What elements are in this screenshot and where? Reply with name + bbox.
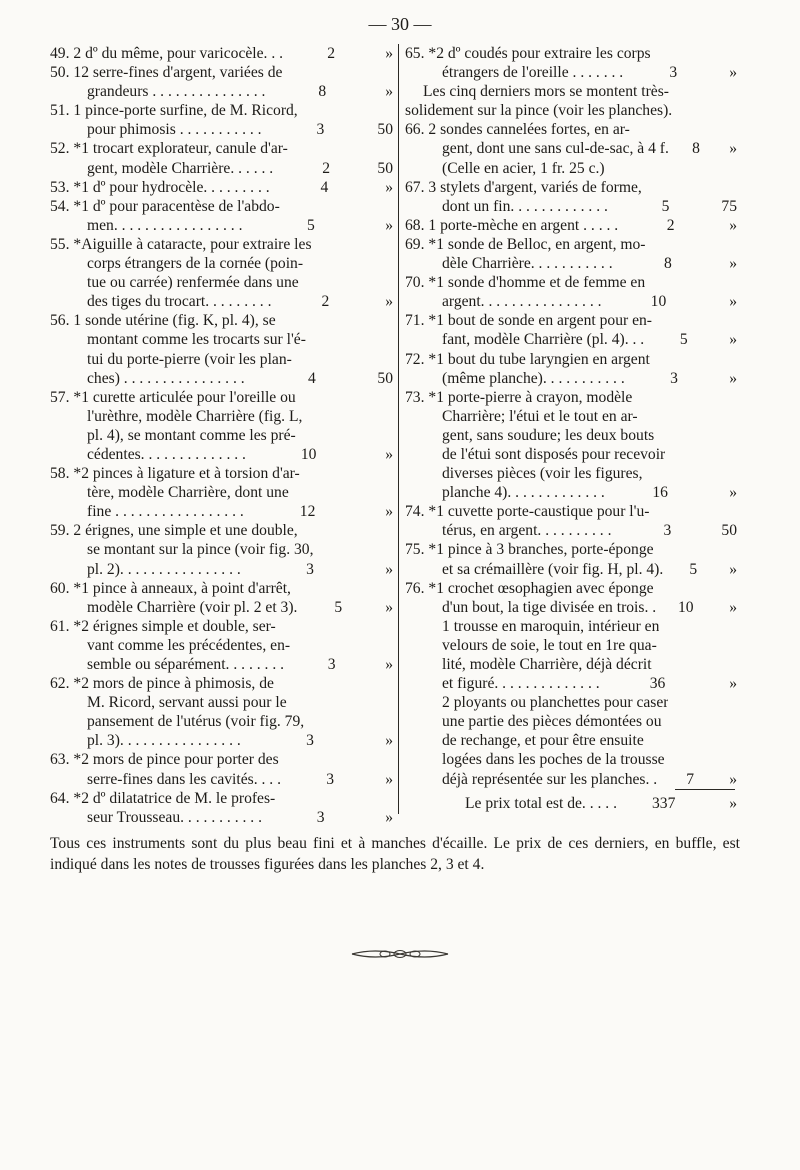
entry-line [405,44,737,63]
entry-text: pl. 2). . . . . . . . . . . . . . . . [87,560,241,578]
catalog-entry [50,750,393,788]
catalog-entry [405,617,737,693]
price-centimes: » [385,560,393,578]
entry-line [405,292,737,311]
entry-text: 52. *1 trocart explorateur, canule d'ar- [50,140,288,158]
entry-text: 1 trousse en maroquin, intérieur en [442,617,660,635]
entry-line [50,808,393,827]
entry-text: serre-fines dans les cavités. . . . [87,770,281,788]
entry-text: 63. *2 mors de pince pour porter des [50,751,279,769]
entry-line [405,388,737,407]
entry-line [405,579,737,598]
catalog-entry [50,388,393,464]
entry-text: 51. 1 pince-porte surfine, de M. Ricord, [50,102,298,120]
entry-text: de rechange, et pour être ensuite [442,732,644,750]
entry-line [405,445,737,464]
entry-line [50,369,393,388]
entry-line [405,311,737,330]
entry-line [50,540,393,559]
entry-text: 74. *1 cuvette porte-caustique pour l'u- [405,503,650,521]
entry-text: déjà représentée sur les planches. . [442,770,658,788]
entry-text: 50. 12 serre-fines d'argent, variées de [50,64,283,82]
entry-text: étrangers de l'oreille . . . . . . . [442,64,624,82]
price-francs: 8 [692,140,700,158]
price-centimes: » [385,598,393,616]
price-centimes: » [729,216,737,234]
entry-line [405,254,737,273]
entry-line [405,273,737,292]
price-centimes: » [385,178,393,196]
entry-text: 76. *1 crochet œsophagien avec éponge [405,579,654,597]
price-francs: 12 [299,503,316,521]
entry-line [50,464,393,483]
entry-line [50,598,393,617]
left-column [50,44,393,827]
entry-line [405,178,737,197]
entry-line [405,235,737,254]
entry-line [405,369,737,388]
entry-text: 58. *2 pinces à ligature et à torsion d'ar- [50,465,300,483]
entry-text: 57. *1 curette articulée pour l'oreille ou [50,388,296,406]
entry-line [405,731,737,750]
entry-line [405,750,737,769]
price-centimes: » [385,445,393,463]
catalog-entry [50,617,393,674]
entry-text: térus, en argent. . . . . . . . . . [442,522,612,540]
price-francs: 3 [670,369,678,387]
catalog-entry [50,235,393,311]
entry-text: 68. 1 porte-mèche en argent . . . . . [405,216,619,234]
entry-text: 71. *1 bout de sonde en argent pour en- [405,312,652,330]
entry-line [50,139,393,158]
entry-text: 75. *1 pince à 3 branches, porte-éponge [405,541,654,559]
price-francs: 10 [677,598,694,616]
entry-line [405,540,737,559]
catalog-entry [405,502,737,540]
price-centimes: » [729,598,737,616]
entry-text: 55. *Aiguille à cataracte, pour extraire les [50,235,312,253]
price-centimes: » [385,770,393,788]
entry-text: 70. *1 sonde d'homme et de femme en [405,274,646,292]
total-line [405,794,737,813]
entry-text: vant comme les précédentes, en- [87,636,291,654]
price-centimes: » [729,331,737,349]
entry-line [50,789,393,808]
entry-line [405,598,737,617]
entry-text: gent, modèle Charrière. . . . . . [87,159,274,177]
price-francs: 3 [316,121,325,139]
total-rule [675,789,735,790]
price-francs: 10 [300,445,317,463]
entry-text: semble ou séparément. . . . . . . . [87,656,285,673]
catalog-entry [405,693,737,788]
entry-text: 56. 1 sonde utérine (fig. K, pl. 4), se [50,312,276,330]
price-centimes: » [385,216,393,234]
entry-line [405,197,737,216]
catalog-entry [405,540,737,578]
entry-text: 53. *1 dº pour hydrocèle. . . . . . . . . [50,178,270,196]
entry-line [50,388,393,407]
entry-text: grandeurs . . . . . . . . . . . . . . . [87,83,266,101]
entry-text: 49. 2 dº du même, pour varicocèle. . . [50,45,284,62]
entry-line [50,159,393,178]
entry-line [405,464,737,483]
price-centimes: 50 [377,121,393,139]
entry-line [50,770,393,789]
entry-text: 65. *2 dº coudés pour extraire les corps [405,45,651,62]
price-centimes: » [729,64,737,82]
entry-line [50,82,393,101]
entry-text: tère, modèle Charrière, dont une [87,484,289,502]
entry-line [50,617,393,636]
price-francs: 10 [650,293,667,311]
price-centimes: » [729,484,737,502]
entry-line [405,426,737,445]
entry-text: men. . . . . . . . . . . . . . . . . [87,216,243,234]
entry-text: dèle Charrière. . . . . . . . . . . [442,255,613,273]
entry-line [405,674,737,693]
catalog-entry [50,579,393,617]
entry-line [50,254,393,273]
entry-text: velours de soie, le tout en 1re qua- [442,636,657,654]
price-francs: 2 [666,216,675,234]
entry-text: 73. *1 porte-pierre à crayon, modèle [405,388,633,406]
entry-line [405,159,737,178]
price-centimes: » [385,732,393,750]
entry-line [50,311,393,330]
entry-text: d'un bout, la tige divisée en trois. . [442,598,657,616]
entry-line [50,502,393,521]
entry-line [405,693,737,712]
entry-line [50,273,393,292]
entry-line [50,407,393,426]
entry-line [405,636,737,655]
price-francs: 5 [661,197,670,215]
entry-line [50,483,393,502]
entry-text: planche 4). . . . . . . . . . . . . [442,484,605,502]
entry-text: fant, modèle Charrière (pl. 4). . . [442,331,645,349]
price-francs: 3 [669,64,678,82]
price-francs: 7 [686,770,695,788]
entry-line [50,560,393,579]
entry-text: 67. 3 stylets d'argent, variés de forme, [405,178,642,196]
entry-line [50,178,393,197]
price-francs: 3 [316,808,325,826]
entry-text: diverses pièces (voir les figures, [442,465,643,483]
price-francs: 3 [306,732,314,750]
entry-line [405,120,737,139]
right-column [405,44,737,813]
entry-text: l'urèthre, modèle Charrière (fig. L, [87,407,303,425]
catalog-entry [405,216,737,235]
entry-line [50,521,393,540]
ornament-divider [350,944,450,964]
entry-text: dont un fin. . . . . . . . . . . . . [442,197,608,215]
entry-line [50,235,393,254]
catalog-entry [405,579,737,617]
price-centimes: » [385,503,393,521]
entry-text: argent. . . . . . . . . . . . . . . . [442,293,602,311]
price-centimes: » [385,293,393,311]
price-francs: 3 [326,770,334,788]
catalog-entry [405,120,737,177]
price-francs: 4 [320,178,329,196]
entry-text: 66. 2 sondes cannelées fortes, en ar- [405,121,630,139]
entry-line [50,674,393,693]
entry-line [50,426,393,445]
entry-line [405,483,737,502]
entry-line [50,731,393,750]
price-francs: 8 [318,83,327,101]
price-centimes: » [729,675,737,693]
entry-text: tue ou carrée) renfermée dans une [87,274,299,292]
entry-line [50,693,393,712]
price-centimes: » [729,770,737,788]
price-francs: 2 [321,293,330,311]
catalog-entry [50,44,393,63]
entry-text: seur Trousseau. . . . . . . . . . . [87,808,263,826]
page-number: — 30 — [368,14,432,34]
entry-text: fine . . . . . . . . . . . . . . . . . [87,503,244,521]
price-centimes: 50 [377,159,393,177]
catalog-entry [405,178,737,216]
price-centimes: » [729,369,737,387]
entry-line [405,330,737,349]
price-francs: 8 [664,255,672,273]
entry-line [50,101,393,120]
entry-text: se montant sur la pince (voir fig. 30, [87,541,314,559]
entry-line [405,407,737,426]
entry-text: tui du porte-pierre (voir les plan- [87,350,292,368]
entry-text: logées dans les poches de la trousse [442,751,665,769]
entry-line [405,350,737,369]
price-francs: 5 [689,560,698,578]
entry-text: 2 ployants ou planchettes pour caser [442,694,669,712]
entry-text: 54. *1 dº pour paracentèse de l'abdo- [50,197,280,215]
entry-text: gent, sans soudure; les deux bouts [442,426,655,444]
entry-text: de l'étui sont disposés pour recevoir [442,445,666,463]
entry-line [405,617,737,636]
entry-line [405,63,737,82]
entry-text: pl. 4), se montant comme les pré- [87,426,296,444]
entry-line [50,120,393,139]
entry-text: Le prix total est de. . . . . [465,794,618,812]
entry-text: lité, modèle Charrière, déjà décrit [442,656,652,673]
entry-text: 60. *1 pince à anneaux, à point d'arrêt, [50,579,291,597]
price-centimes: 50 [721,522,737,540]
catalog-entry [50,101,393,139]
price-francs: 3 [327,656,336,673]
price-centimes: » [385,808,393,826]
entry-line [50,750,393,769]
entry-line [50,445,393,464]
catalog-entry [50,464,393,521]
catalog-entry [50,521,393,578]
entry-text: gent, dont une sans cul-de-sac, à 4 f. [442,140,669,158]
price-francs: 2 [327,45,336,62]
catalog-entry [50,178,393,197]
catalog-entry [405,311,737,349]
price-francs: 5 [679,331,688,349]
entry-text: 64. *2 dº dilatatrice de M. le profes- [50,789,276,807]
entry-line [50,292,393,311]
price-centimes: » [729,794,737,812]
entry-text: 69. *1 sonde de Belloc, en argent, mo- [405,235,646,253]
entry-text: Charrière; l'étui et le tout en ar- [442,407,638,425]
price-centimes: » [729,293,737,311]
entry-text: (même planche). . . . . . . . . . . [442,369,625,387]
price-centimes: » [729,140,737,158]
entry-line [50,712,393,731]
column-divider [398,44,399,814]
catalog-entry [405,82,737,120]
price-francs: 16 [652,484,668,502]
entry-line [50,216,393,235]
entry-text: des tiges du trocart. . . . . . . . . [87,293,272,311]
entry-text: une partie des pièces démontées ou [442,713,662,731]
entry-text: M. Ricord, servant aussi pour le [87,694,287,712]
entry-text: pour phimosis . . . . . . . . . . . [87,121,262,139]
entry-text: montant comme les trocarts sur l'é- [87,331,306,349]
price-francs: 36 [649,675,666,693]
catalog-entry [405,388,737,503]
entry-line [405,655,737,674]
catalog-entry [50,197,393,235]
entry-line [405,139,737,158]
price-centimes: » [385,83,393,101]
entry-text: pl. 3). . . . . . . . . . . . . . . . [87,732,241,750]
entry-line [50,63,393,82]
catalog-entry [405,273,737,311]
price-centimes: » [385,656,393,673]
entry-text: 59. 2 érignes, une simple et une double, [50,522,298,540]
price-centimes: » [729,255,737,273]
entry-line [405,560,737,579]
entry-text: pansement de l'utérus (voir fig. 79, [87,713,305,731]
note-paragraph: Les cinq derniers mors se montent très-solidement sur la pince (voir les planches). [405,83,673,120]
price-centimes: 75 [721,197,737,215]
entry-line [50,197,393,216]
price-francs: 2 [322,159,331,177]
entry-line [50,330,393,349]
catalog-entry [405,350,737,388]
entry-line [405,770,737,789]
catalog-entry [50,674,393,750]
entry-line [405,712,737,731]
entry-line [50,350,393,369]
entry-line [50,579,393,598]
price-francs: 5 [306,216,315,234]
entry-line [405,502,737,521]
entry-text: 72. *1 bout du tube laryngien en argent [405,350,650,368]
catalog-entry [405,235,737,273]
catalog-entry [50,789,393,827]
catalog-entry [50,63,393,101]
entry-line [405,216,737,235]
price-francs: 4 [308,369,316,387]
footnote: Tous ces instruments sont du plus beau fini et à manches d'écaille. Le prix de ces derniers, en buffle, est indiqué dans les notes de trousses figurées dans les planches 2, 3 et 4. [50,835,740,873]
price-centimes: » [729,560,737,578]
price-centimes: » [385,45,393,62]
entry-text: 62. *2 mors de pince à phimosis, de [50,675,274,693]
catalog-entry [50,311,393,387]
entry-text: et figuré. . . . . . . . . . . . . . [442,675,600,693]
entry-text: corps étrangers de la cornée (poin- [87,255,304,273]
catalog-entry [50,139,393,177]
price-francs: 3 [663,522,672,540]
catalog-entry [405,44,737,82]
entry-text: ches) . . . . . . . . . . . . . . . . [87,369,245,387]
price-francs: 3 [306,560,314,578]
entry-text: 61. *2 érignes simple et double, ser- [50,617,276,635]
entry-line [50,636,393,655]
entry-line [405,521,737,540]
entry-line [50,655,393,674]
entry-text: modèle Charrière (voir pl. 2 et 3). [87,598,298,616]
entry-text: cédentes. . . . . . . . . . . . . . [87,445,246,463]
price-francs: 337 [652,794,676,812]
price-francs: 5 [334,598,343,616]
entry-text: (Celle en acier, 1 fr. 25 c.) [442,159,605,177]
entry-line [50,44,393,63]
price-centimes: 50 [377,369,393,387]
entry-text: et sa crémaillère (voir fig. H, pl. 4). [442,560,664,578]
